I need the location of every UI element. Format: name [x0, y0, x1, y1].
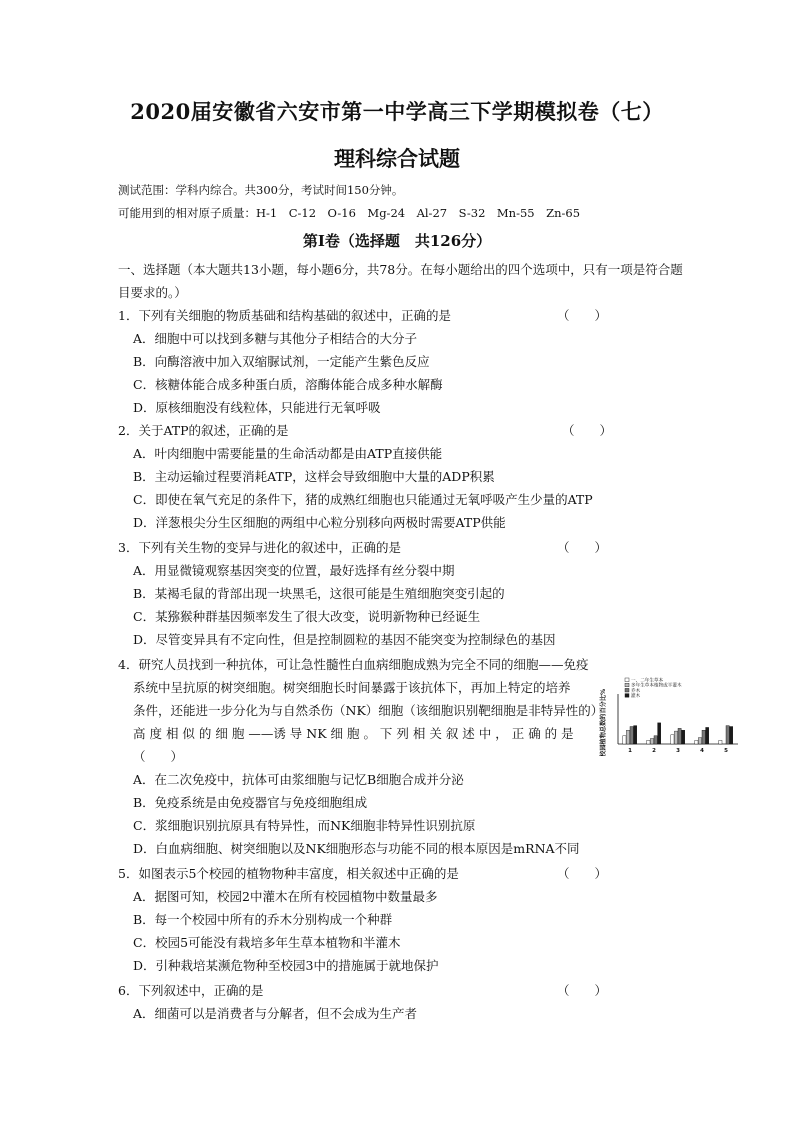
question-2-option-c: C．即使在氧气充足的条件下，猪的成熟红细胞也只能通过无氧呼吸产生少量的ATP [133, 492, 593, 507]
bar-campus-3-series-1 [671, 735, 674, 744]
answer-bracket-3: （ ） [557, 540, 608, 555]
bar-campus-3-series-3 [678, 728, 681, 744]
question-3-option-c: C．某猕猴种群基因频率发生了很大改变，说明新物种已经诞生 [133, 609, 481, 624]
bar-campus-1-series-4 [634, 726, 637, 744]
plant-richness-chart [592, 676, 742, 756]
bar-campus-1-series-1 [623, 736, 626, 744]
bar-campus-4-series-2 [698, 738, 701, 744]
legend-label-4: 灌木 [631, 694, 641, 699]
document-title: 2020届安徽省六安市第一中学高三下学期模拟卷（七） [130, 99, 664, 124]
x-tick-label-5: 5 [724, 748, 728, 754]
legend-swatch-2 [625, 683, 629, 687]
x-tick-label-3: 3 [676, 748, 680, 754]
question-5-option-d: D．引种栽培某濒危物种至校园3中的措施属于就地保护 [133, 958, 439, 973]
question-3-option-b: B．某褐毛鼠的背部出现一块黑毛，这很可能是生殖细胞突变引起的 [133, 586, 505, 601]
question-1-stem: 1．下列有关细胞的物质基础和结构基础的叙述中，正确的是 [118, 308, 451, 323]
bar-campus-1-series-2 [626, 730, 629, 744]
question-3-option-a: A．用显微镜观察基因突变的位置，最好选择有丝分裂中期 [133, 563, 455, 578]
question-1-option-c: C．核糖体能合成多种蛋白质，溶酶体能合成多种水解酶 [133, 377, 443, 392]
bar-campus-2-series-4 [658, 723, 661, 744]
chart-canvas [592, 676, 742, 756]
bar-campus-1-series-3 [630, 727, 633, 744]
bar-campus-5-series-1 [719, 740, 722, 744]
bar-campus-3-series-4 [682, 730, 685, 744]
bar-campus-4-series-4 [706, 727, 709, 744]
question-5-stem: 5．如图表示5个校园的植物物种丰富度，相关叙述中正确的是 [118, 866, 459, 881]
atomic-mass-note: 可能用到的相对原子质量：H-1 C-12 O-16 Mg-24 Al-27 S-32 Mn-55 Zn-65 [118, 206, 581, 220]
bar-campus-5-series-4 [730, 727, 733, 744]
question-4-option-d: D．白血病细胞、树突细胞以及NK细胞形态与功能不同的根本原因是mRNA不同 [133, 841, 580, 856]
answer-bracket-5: （ ） [557, 866, 608, 881]
question-4-option-c: C．浆细胞识别抗原具有特异性，而NK细胞非特异性识别抗原 [133, 818, 476, 833]
question-3-option-d: D．尽管变异具有不定向性，但是控制圆粒的基因不能突变为控制绿色的基因 [133, 632, 556, 647]
bar-campus-5-series-3 [726, 726, 729, 744]
question-1-option-a: A．细胞中可以找到多糖与其他分子相结合的大分子 [133, 331, 418, 346]
question-2-option-d: D．洋葱根尖分生区细胞的两组中心粒分别移向两极时需要ATP供能 [133, 515, 506, 530]
document-subtitle: 理科综合试题 [334, 146, 460, 171]
legend-label-3: 乔木 [631, 688, 641, 694]
question-4-stem-line-4: 高 度 相 似 的 细 胞 ——诱 导 NK 细 胞 。 下 列 相 关 叙 述 中 ， 正 确 的 是 [133, 726, 574, 741]
question-4-stem-line-1: 4．研究人员找到一种抗体，可让急性髓性白血病细胞成熟为完全不同的细胞——免疫 [118, 657, 589, 672]
bar-campus-3-series-2 [674, 731, 677, 744]
legend-label-1: 一、二年生草本 [631, 678, 664, 684]
answer-bracket-4: （ ） [133, 749, 184, 764]
bar-campus-2-series-2 [650, 738, 653, 744]
instruction-line-2: 目要求的。） [118, 285, 187, 300]
legend-swatch-4 [625, 694, 629, 698]
question-2-option-b: B．主动运输过程要消耗ATP，这样会导致细胞中大量的ADP积累 [133, 469, 495, 484]
x-tick-label-2: 2 [652, 748, 656, 754]
question-4-stem-line-3: 条件，还能进一步分化为与自然杀伤（NK）细胞（该细胞识别靶细胞是非特异性的） [133, 703, 604, 718]
question-4-option-b: B．免疫系统是由免疫器官与免疫细胞组成 [133, 795, 368, 810]
test-scope: 测试范围：学科内综合。共300分，考试时间150分钟。 [118, 183, 404, 197]
section-heading: 第Ⅰ卷（选择题 共126分） [302, 232, 492, 250]
question-4-stem-line-2: 系统中呈抗原的树突细胞。树突细胞长时间暴露于该抗体下，再加上特定的培养 [133, 680, 571, 695]
question-2-stem: 2．关于ATP的叙述，正确的是 [118, 423, 289, 438]
question-5-option-c: C．校园5可能没有栽培多年生草本植物和半灌木 [133, 935, 401, 950]
answer-bracket-6: （ ） [557, 983, 608, 998]
bar-campus-2-series-3 [654, 736, 657, 744]
question-3-stem: 3．下列有关生物的变异与进化的叙述中，正确的是 [118, 540, 401, 555]
question-2-option-a: A．叶肉细胞中需要能量的生命活动都是由ATP直接供能 [133, 446, 443, 461]
question-4-option-a: A．在二次免疫中，抗体可由浆细胞与记忆B细胞合成并分泌 [133, 772, 464, 787]
legend-swatch-1 [625, 678, 629, 682]
x-tick-label-4: 4 [700, 748, 704, 754]
answer-bracket-1: （ ） [557, 308, 608, 323]
x-tick-label-1: 1 [628, 748, 632, 754]
answer-bracket-2: （ ） [562, 423, 613, 438]
question-6-option-a: A．细菌可以是消费者与分解者，但不会成为生产者 [133, 1006, 418, 1021]
bar-campus-4-series-1 [695, 740, 698, 744]
question-5-option-a: A．据图可知，校园2中灌木在所有校园植物中数量最多 [133, 889, 438, 904]
question-6-stem: 6．下列叙述中，正确的是 [118, 983, 264, 998]
legend-label-2: 多年生草本植物或半灌木 [631, 683, 682, 689]
legend-swatch-3 [625, 688, 629, 692]
chart-y-axis-label: 占本校园植物总数的百分比% [600, 688, 607, 756]
bar-campus-4-series-3 [702, 730, 705, 744]
question-1-option-b: B．向酶溶液中加入双缩脲试剂，一定能产生紫色反应 [133, 354, 430, 369]
bar-campus-2-series-1 [647, 740, 650, 744]
instruction-line-1: 一、选择题（本大题共13小题，每小题6分，共78分。在每小题给出的四个选项中，只有一项是符合题 [118, 262, 683, 277]
question-5-option-b: B．每一个校园中所有的乔木分别构成一个种群 [133, 912, 393, 927]
question-1-option-d: D．原核细胞没有线粒体，只能进行无氧呼吸 [133, 400, 381, 415]
